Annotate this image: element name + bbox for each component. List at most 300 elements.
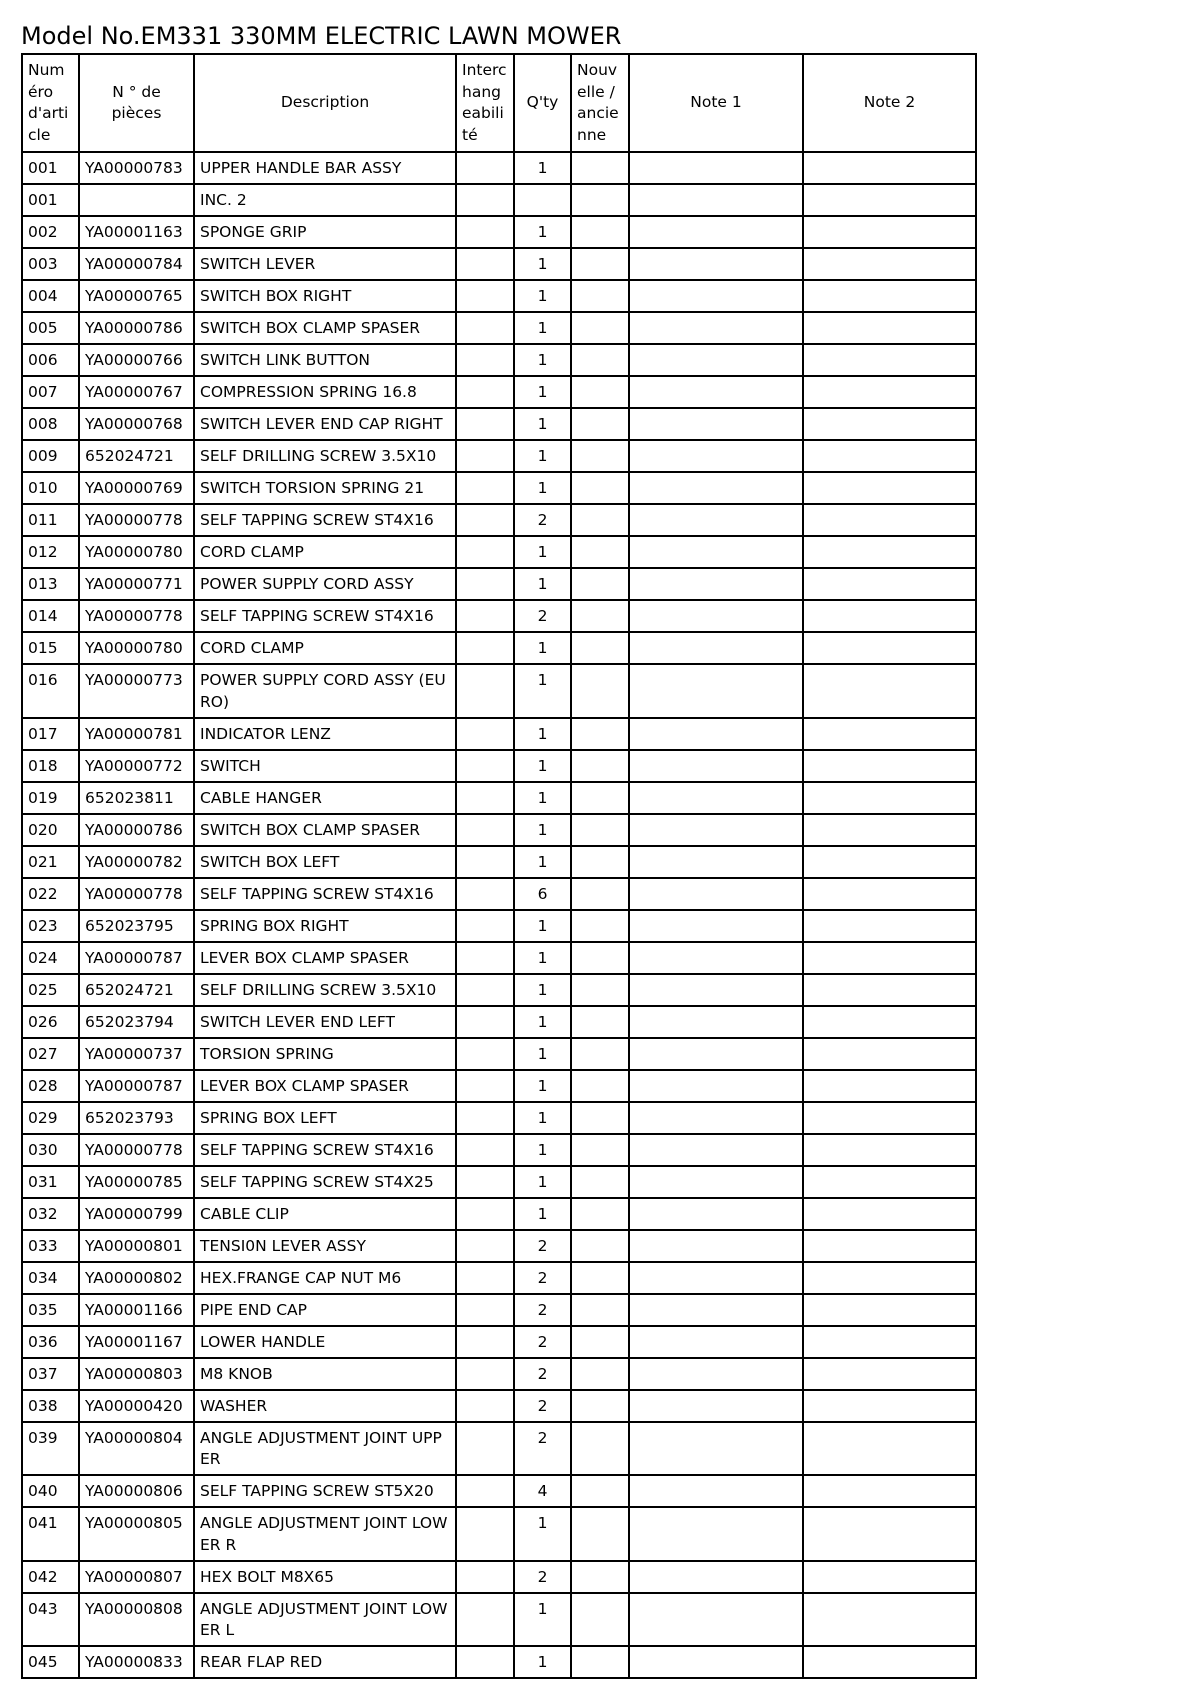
table-row (22, 1561, 976, 1593)
interchangeability-cell (456, 408, 514, 440)
part-no-cell: YA00000769 (79, 472, 194, 504)
interchangeability-cell (456, 1070, 514, 1102)
qty-cell: 2 (514, 1358, 571, 1390)
item-no-cell: 043 (22, 1593, 79, 1647)
note2-cell (803, 1561, 976, 1593)
new-old-cell (571, 312, 629, 344)
part-no-cell: YA00000807 (79, 1561, 194, 1593)
header-qty: Q'ty (514, 54, 571, 152)
interchangeability-cell (456, 632, 514, 664)
part-no-cell: YA00000804 (79, 1422, 194, 1476)
item-no-cell: 036 (22, 1326, 79, 1358)
interchangeability-cell (456, 782, 514, 814)
item-no-cell: 009 (22, 440, 79, 472)
note1-cell (629, 1646, 803, 1678)
note2-cell (803, 280, 976, 312)
table-row (22, 750, 976, 782)
interchangeability-cell (456, 184, 514, 216)
interchangeability-cell (456, 216, 514, 248)
item-no-cell: 035 (22, 1294, 79, 1326)
part-no-cell: YA00000806 (79, 1475, 194, 1507)
table-row (22, 216, 976, 248)
description-cell: SELF TAPPING SCREW ST4X25 (194, 1166, 456, 1198)
new-old-cell (571, 1294, 629, 1326)
part-no-cell: YA00000767 (79, 376, 194, 408)
note2-cell (803, 1390, 976, 1422)
note2-cell (803, 632, 976, 664)
item-no-cell: 017 (22, 718, 79, 750)
note1-cell (629, 1358, 803, 1390)
note2-cell (803, 750, 976, 782)
qty-cell: 1 (514, 1593, 571, 1647)
header-new-old: Nouvelle / ancienne (571, 54, 629, 152)
note1-cell (629, 1166, 803, 1198)
table-row (22, 376, 976, 408)
note1-cell (629, 1070, 803, 1102)
interchangeability-cell (456, 846, 514, 878)
table-row (22, 1593, 976, 1647)
item-no-cell: 011 (22, 504, 79, 536)
note2-cell (803, 974, 976, 1006)
interchangeability-cell (456, 344, 514, 376)
interchangeability-cell (456, 536, 514, 568)
interchangeability-cell (456, 1358, 514, 1390)
qty-cell: 1 (514, 1006, 571, 1038)
part-no-cell: YA00001166 (79, 1294, 194, 1326)
part-no-cell: YA00000783 (79, 152, 194, 184)
note2-cell (803, 1198, 976, 1230)
note1-cell (629, 504, 803, 536)
table-row (22, 440, 976, 472)
description-cell: SWITCH LEVER END CAP RIGHT (194, 408, 456, 440)
table-row (22, 1326, 976, 1358)
part-no-cell: YA00000782 (79, 846, 194, 878)
qty-cell: 2 (514, 600, 571, 632)
part-no-cell: YA00000737 (79, 1038, 194, 1070)
new-old-cell (571, 878, 629, 910)
note1-cell (629, 280, 803, 312)
item-no-cell: 034 (22, 1262, 79, 1294)
table-row (22, 942, 976, 974)
qty-cell: 1 (514, 408, 571, 440)
description-cell: SWITCH LINK BUTTON (194, 344, 456, 376)
table-row (22, 814, 976, 846)
new-old-cell (571, 216, 629, 248)
note2-cell (803, 568, 976, 600)
part-no-cell: YA00000785 (79, 1166, 194, 1198)
note1-cell (629, 1294, 803, 1326)
item-no-cell: 030 (22, 1134, 79, 1166)
description-cell: SWITCH TORSION SPRING 21 (194, 472, 456, 504)
header-description: Description (194, 54, 456, 152)
description-cell: SWITCH LEVER (194, 248, 456, 280)
new-old-cell (571, 1358, 629, 1390)
part-no-cell: YA00000778 (79, 600, 194, 632)
note2-cell (803, 1230, 976, 1262)
note2-cell (803, 664, 976, 718)
new-old-cell (571, 1134, 629, 1166)
note2-cell (803, 1507, 976, 1561)
description-cell: POWER SUPPLY CORD ASSY (EURO) (194, 664, 456, 718)
description-cell: SELF DRILLING SCREW 3.5X10 (194, 440, 456, 472)
table-row (22, 248, 976, 280)
header-interchangeability: Interchangeabilité (456, 54, 514, 152)
new-old-cell (571, 910, 629, 942)
interchangeability-cell (456, 1262, 514, 1294)
new-old-cell (571, 408, 629, 440)
new-old-cell (571, 1070, 629, 1102)
qty-cell: 1 (514, 782, 571, 814)
table-header-row (22, 54, 976, 152)
header-part-no: N ° de pièces (79, 54, 194, 152)
interchangeability-cell (456, 376, 514, 408)
description-cell: CABLE CLIP (194, 1198, 456, 1230)
qty-cell: 2 (514, 1561, 571, 1593)
table-row (22, 664, 976, 718)
interchangeability-cell (456, 280, 514, 312)
qty-cell: 1 (514, 344, 571, 376)
qty-cell: 6 (514, 878, 571, 910)
qty-cell: 1 (514, 216, 571, 248)
new-old-cell (571, 344, 629, 376)
description-cell: ANGLE ADJUSTMENT JOINT LOWER R (194, 1507, 456, 1561)
table-row (22, 1475, 976, 1507)
table-row (22, 568, 976, 600)
description-cell: SWITCH BOX CLAMP SPASER (194, 312, 456, 344)
note2-cell (803, 1358, 976, 1390)
interchangeability-cell (456, 942, 514, 974)
qty-cell: 1 (514, 846, 571, 878)
new-old-cell (571, 536, 629, 568)
qty-cell: 1 (514, 910, 571, 942)
interchangeability-cell (456, 878, 514, 910)
qty-cell: 1 (514, 1134, 571, 1166)
part-no-cell: YA00000786 (79, 312, 194, 344)
description-cell: SWITCH BOX CLAMP SPASER (194, 814, 456, 846)
qty-cell: 4 (514, 1475, 571, 1507)
note1-cell (629, 472, 803, 504)
item-no-cell: 001 (22, 152, 79, 184)
description-cell: PIPE END CAP (194, 1294, 456, 1326)
description-cell: SELF TAPPING SCREW ST5X20 (194, 1475, 456, 1507)
qty-cell: 1 (514, 750, 571, 782)
new-old-cell (571, 504, 629, 536)
note1-cell (629, 782, 803, 814)
note1-cell (629, 1390, 803, 1422)
note2-cell (803, 1102, 976, 1134)
new-old-cell (571, 440, 629, 472)
new-old-cell (571, 376, 629, 408)
interchangeability-cell (456, 1507, 514, 1561)
note2-cell (803, 718, 976, 750)
description-cell: UPPER HANDLE BAR ASSY (194, 152, 456, 184)
note2-cell (803, 814, 976, 846)
new-old-cell (571, 1561, 629, 1593)
new-old-cell (571, 942, 629, 974)
note2-cell (803, 312, 976, 344)
description-cell: ANGLE ADJUSTMENT JOINT LOWER L (194, 1593, 456, 1647)
description-cell: SELF TAPPING SCREW ST4X16 (194, 1134, 456, 1166)
table-row (22, 472, 976, 504)
page-title: Model No.EM331 330MM ELECTRIC LAWN MOWER (21, 22, 622, 50)
part-no-cell: YA00000773 (79, 664, 194, 718)
note2-cell (803, 1422, 976, 1476)
table-row (22, 632, 976, 664)
new-old-cell (571, 1198, 629, 1230)
new-old-cell (571, 280, 629, 312)
item-no-cell: 018 (22, 750, 79, 782)
note2-cell (803, 536, 976, 568)
qty-cell: 1 (514, 152, 571, 184)
new-old-cell (571, 184, 629, 216)
description-cell: LOWER HANDLE (194, 1326, 456, 1358)
item-no-cell: 037 (22, 1358, 79, 1390)
interchangeability-cell (456, 664, 514, 718)
note1-cell (629, 664, 803, 718)
note1-cell (629, 718, 803, 750)
new-old-cell (571, 1422, 629, 1476)
qty-cell: 2 (514, 1230, 571, 1262)
table-row (22, 1006, 976, 1038)
description-cell: HEX BOLT M8X65 (194, 1561, 456, 1593)
note1-cell (629, 1507, 803, 1561)
header-note2: Note 2 (803, 54, 976, 152)
item-no-cell: 003 (22, 248, 79, 280)
qty-cell: 2 (514, 504, 571, 536)
description-cell: REAR FLAP RED (194, 1646, 456, 1678)
description-cell: WASHER (194, 1390, 456, 1422)
part-no-cell: YA00000420 (79, 1390, 194, 1422)
qty-cell: 2 (514, 1390, 571, 1422)
part-no-cell: YA00000833 (79, 1646, 194, 1678)
part-no-cell: YA00000802 (79, 1262, 194, 1294)
description-cell: SWITCH BOX LEFT (194, 846, 456, 878)
item-no-cell: 008 (22, 408, 79, 440)
parts-table (21, 53, 977, 1679)
note1-cell (629, 632, 803, 664)
interchangeability-cell (456, 1593, 514, 1647)
qty-cell: 1 (514, 664, 571, 718)
new-old-cell (571, 1262, 629, 1294)
description-cell: ANGLE ADJUSTMENT JOINT UPPER (194, 1422, 456, 1476)
note1-cell (629, 1006, 803, 1038)
note1-cell (629, 814, 803, 846)
new-old-cell (571, 1593, 629, 1647)
item-no-cell: 024 (22, 942, 79, 974)
item-no-cell: 006 (22, 344, 79, 376)
part-no-cell: YA00000787 (79, 942, 194, 974)
description-cell: SELF DRILLING SCREW 3.5X10 (194, 974, 456, 1006)
part-no-cell: YA00000803 (79, 1358, 194, 1390)
note2-cell (803, 1646, 976, 1678)
new-old-cell (571, 1646, 629, 1678)
note2-cell (803, 878, 976, 910)
new-old-cell (571, 1166, 629, 1198)
note1-cell (629, 910, 803, 942)
part-no-cell (79, 184, 194, 216)
interchangeability-cell (456, 312, 514, 344)
part-no-cell: 652024721 (79, 974, 194, 1006)
note1-cell (629, 846, 803, 878)
note2-cell (803, 216, 976, 248)
new-old-cell (571, 1006, 629, 1038)
qty-cell: 1 (514, 568, 571, 600)
new-old-cell (571, 1102, 629, 1134)
table-row (22, 504, 976, 536)
part-no-cell: YA00000808 (79, 1593, 194, 1647)
description-cell: TENSI0N LEVER ASSY (194, 1230, 456, 1262)
item-no-cell: 020 (22, 814, 79, 846)
interchangeability-cell (456, 152, 514, 184)
table-row (22, 1422, 976, 1476)
table-row (22, 846, 976, 878)
description-cell: SWITCH (194, 750, 456, 782)
qty-cell: 1 (514, 1166, 571, 1198)
description-cell: SPONGE GRIP (194, 216, 456, 248)
item-no-cell: 025 (22, 974, 79, 1006)
note1-cell (629, 376, 803, 408)
note1-cell (629, 312, 803, 344)
new-old-cell (571, 750, 629, 782)
item-no-cell: 019 (22, 782, 79, 814)
interchangeability-cell (456, 1230, 514, 1262)
interchangeability-cell (456, 1198, 514, 1230)
table-row (22, 184, 976, 216)
interchangeability-cell (456, 1038, 514, 1070)
note2-cell (803, 1593, 976, 1647)
part-no-cell: YA00000765 (79, 280, 194, 312)
description-cell: CABLE HANGER (194, 782, 456, 814)
note1-cell (629, 1561, 803, 1593)
note1-cell (629, 942, 803, 974)
interchangeability-cell (456, 1326, 514, 1358)
part-no-cell: 652023795 (79, 910, 194, 942)
new-old-cell (571, 1038, 629, 1070)
qty-cell: 1 (514, 472, 571, 504)
note2-cell (803, 910, 976, 942)
interchangeability-cell (456, 472, 514, 504)
new-old-cell (571, 718, 629, 750)
new-old-cell (571, 1475, 629, 1507)
note1-cell (629, 1134, 803, 1166)
table-row (22, 312, 976, 344)
item-no-cell: 001 (22, 184, 79, 216)
note1-cell (629, 248, 803, 280)
item-no-cell: 033 (22, 1230, 79, 1262)
part-no-cell: YA00000781 (79, 718, 194, 750)
description-cell: POWER SUPPLY CORD ASSY (194, 568, 456, 600)
table-row (22, 1038, 976, 1070)
item-no-cell: 031 (22, 1166, 79, 1198)
item-no-cell: 038 (22, 1390, 79, 1422)
note1-cell (629, 1593, 803, 1647)
note1-cell (629, 1102, 803, 1134)
item-no-cell: 032 (22, 1198, 79, 1230)
note1-cell (629, 216, 803, 248)
table-row (22, 1198, 976, 1230)
interchangeability-cell (456, 1166, 514, 1198)
note2-cell (803, 846, 976, 878)
description-cell: LEVER BOX CLAMP SPASER (194, 1070, 456, 1102)
table-row (22, 910, 976, 942)
interchangeability-cell (456, 750, 514, 782)
interchangeability-cell (456, 600, 514, 632)
note1-cell (629, 184, 803, 216)
note2-cell (803, 1326, 976, 1358)
part-no-cell: 652024721 (79, 440, 194, 472)
table-row (22, 408, 976, 440)
qty-cell: 1 (514, 1070, 571, 1102)
note1-cell (629, 440, 803, 472)
interchangeability-cell (456, 1561, 514, 1593)
note1-cell (629, 1326, 803, 1358)
note1-cell (629, 1230, 803, 1262)
qty-cell: 1 (514, 248, 571, 280)
part-no-cell: YA00001163 (79, 216, 194, 248)
new-old-cell (571, 472, 629, 504)
item-no-cell: 027 (22, 1038, 79, 1070)
item-no-cell: 041 (22, 1507, 79, 1561)
qty-cell: 1 (514, 1038, 571, 1070)
item-no-cell: 026 (22, 1006, 79, 1038)
note2-cell (803, 1038, 976, 1070)
part-no-cell: YA00000787 (79, 1070, 194, 1102)
interchangeability-cell (456, 1134, 514, 1166)
note2-cell (803, 1134, 976, 1166)
part-no-cell: YA00000771 (79, 568, 194, 600)
part-no-cell: 652023794 (79, 1006, 194, 1038)
interchangeability-cell (456, 814, 514, 846)
qty-cell: 2 (514, 1294, 571, 1326)
description-cell: SPRING BOX RIGHT (194, 910, 456, 942)
table-row (22, 718, 976, 750)
new-old-cell (571, 600, 629, 632)
description-cell: HEX.FRANGE CAP NUT M6 (194, 1262, 456, 1294)
part-no-cell: YA00000768 (79, 408, 194, 440)
qty-cell: 1 (514, 942, 571, 974)
qty-cell (514, 184, 571, 216)
interchangeability-cell (456, 1475, 514, 1507)
qty-cell: 2 (514, 1262, 571, 1294)
interchangeability-cell (456, 910, 514, 942)
description-cell: SELF TAPPING SCREW ST4X16 (194, 878, 456, 910)
note2-cell (803, 344, 976, 376)
part-no-cell: 652023811 (79, 782, 194, 814)
item-no-cell: 042 (22, 1561, 79, 1593)
description-cell: CORD CLAMP (194, 632, 456, 664)
item-no-cell: 023 (22, 910, 79, 942)
table-row (22, 974, 976, 1006)
note2-cell (803, 1262, 976, 1294)
description-cell: SELF TAPPING SCREW ST4X16 (194, 600, 456, 632)
table-row (22, 782, 976, 814)
header-note1: Note 1 (629, 54, 803, 152)
table-row (22, 600, 976, 632)
qty-cell: 1 (514, 312, 571, 344)
part-no-cell: YA00000801 (79, 1230, 194, 1262)
note2-cell (803, 248, 976, 280)
interchangeability-cell (456, 1294, 514, 1326)
table-row (22, 152, 976, 184)
description-cell: M8 KNOB (194, 1358, 456, 1390)
interchangeability-cell (456, 974, 514, 1006)
new-old-cell (571, 846, 629, 878)
item-no-cell: 040 (22, 1475, 79, 1507)
table-row (22, 1358, 976, 1390)
description-cell: CORD CLAMP (194, 536, 456, 568)
part-no-cell: YA00000780 (79, 632, 194, 664)
note1-cell (629, 152, 803, 184)
